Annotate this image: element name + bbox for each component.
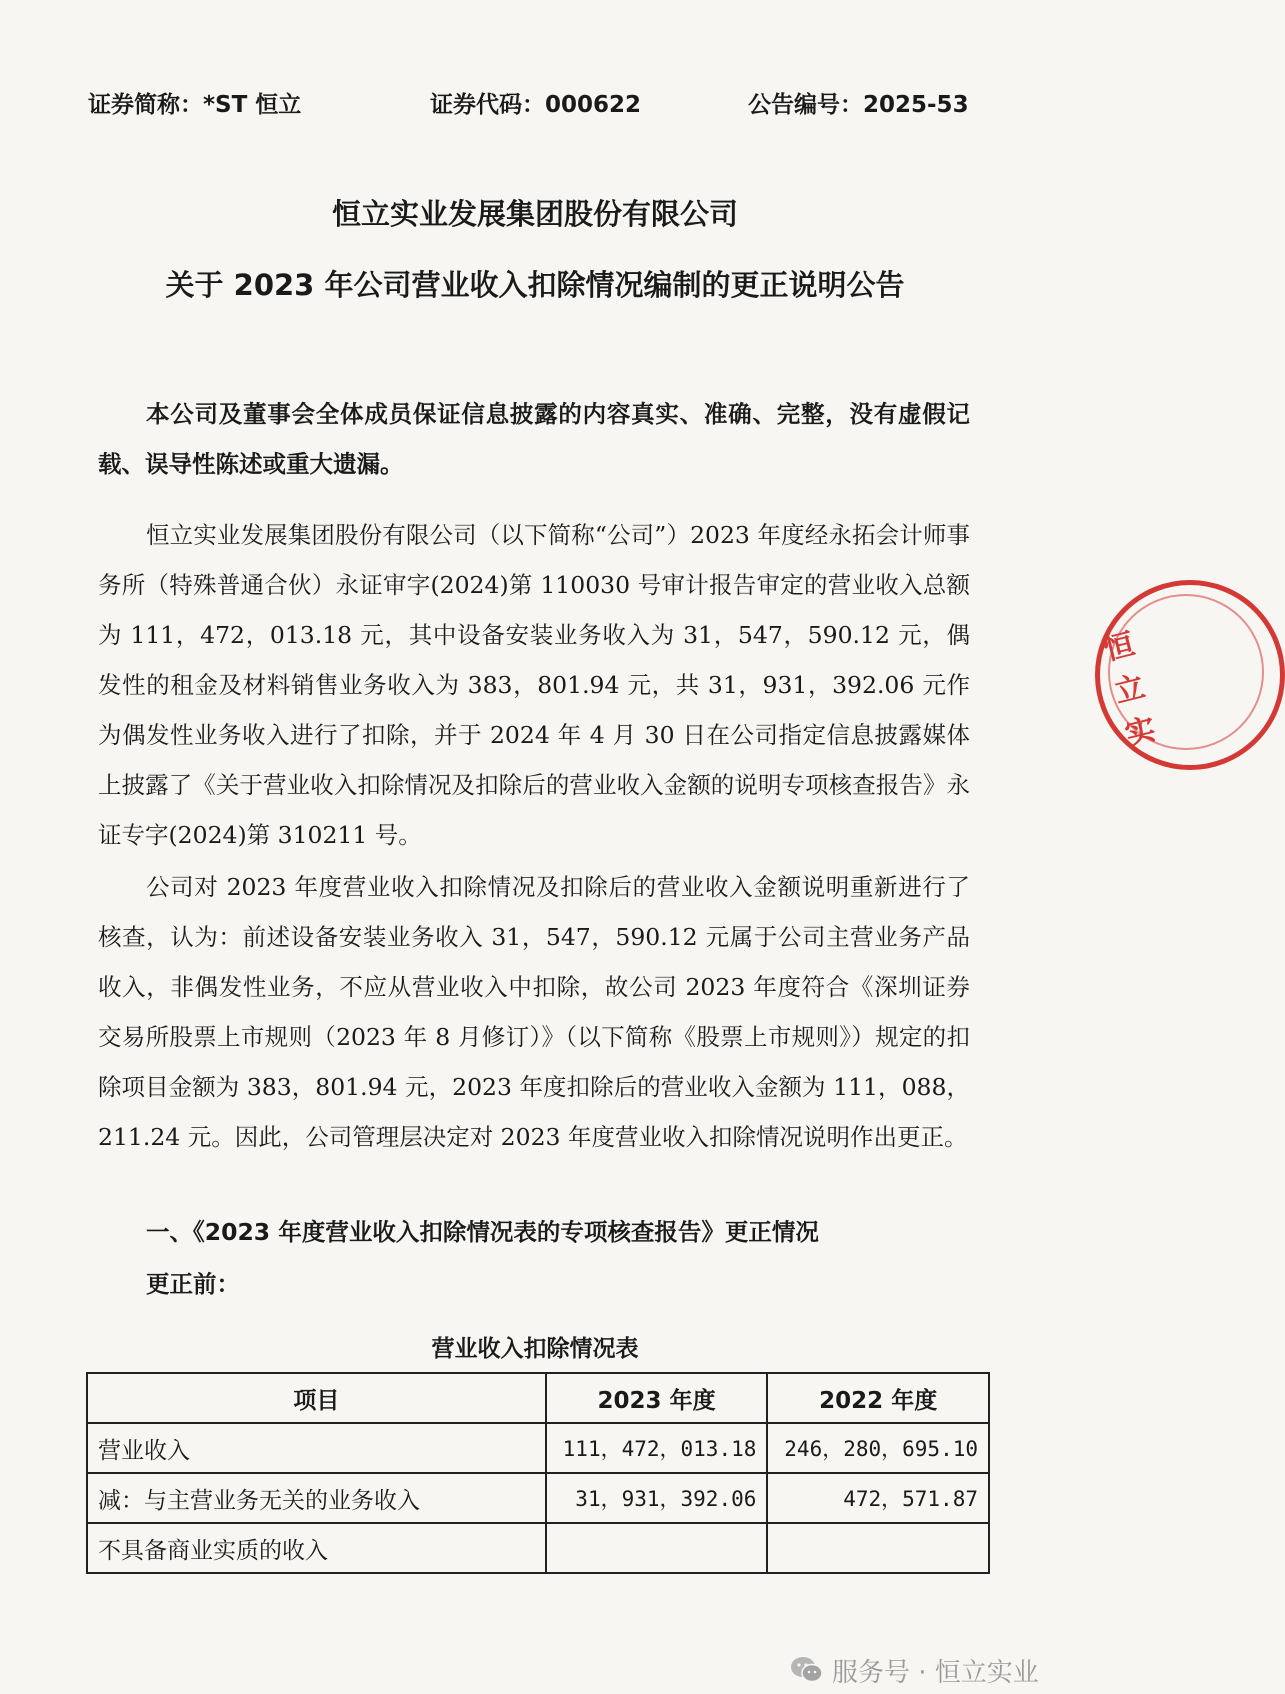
- security-short-name: 证券简称：*ST 恒立: [88, 92, 302, 118]
- value-2023: 111，472，013.18: [546, 1423, 768, 1473]
- footer-account-label: 服务号 · 恒立实业: [832, 1657, 1039, 1688]
- table-header-row: [87, 1373, 989, 1423]
- footer-watermark: [790, 1650, 1039, 1690]
- paragraph-background: 恒立实业发展集团股份有限公司（以下简称“公司”）2023 年度经永拓会计师事务所（特殊普通合伙）永证审字(2024)第 110030 号审计报告审定的营业收入总额为 111，472，013.18 元，其中设备安装业务收入为 31，547，590.12 元，偶发性的租金及材料销售业务收入为 383，801.94 元，共 31，931，392.06 元作为偶发性业务收入进行了扣除，并于 2024 年 4 月 30 日在公司指定信息披露媒体上披露了《关于营业收入扣除情况及扣除后的营业收入金额的说明专项核查报告》永证专字(2024)第 310211 号。: [98, 521, 970, 849]
- board-statement: 本公司及董事会全体成员保证信息披露的内容真实、准确、完整，没有虚假记载、误导性陈述或重大遗漏。: [98, 400, 970, 478]
- table-row: [87, 1473, 989, 1523]
- header-item: 项目: [87, 1373, 546, 1423]
- notice-number: 公告编号：2025-53: [748, 92, 969, 118]
- value-2023: [546, 1523, 768, 1573]
- row-label: 营业收入: [87, 1423, 546, 1473]
- row-label: 减：与主营业务无关的业务收入: [87, 1473, 546, 1523]
- row-label: 不具备商业实质的收入: [87, 1523, 546, 1573]
- section-heading: 一、《2023 年度营业收入扣除情况表的专项核查报告》更正情况: [146, 1218, 819, 1246]
- paragraph-correction-reason: 公司对 2023 年度营业收入扣除情况及扣除后的营业收入金额说明重新进行了核查，认为：前述设备安装业务收入 31，547，590.12 元属于公司主营业务产品收入，非偶发性业务，不应从营业收入中扣除，故公司 2023 年度符合《深圳证券交易所股票上市规则（2023 年 8 月修订）》（以下简称《股票上市规则》）规定的扣除项目金额为 383，801.94 元，2023 年度扣除后的营业收入金额为 111，088，211.24 元。因此，公司管理层决定对 2023 年度营业收入扣除情况说明作出更正。: [98, 873, 970, 1151]
- table-caption: 营业收入扣除情况表: [431, 1336, 639, 1362]
- table-row: [87, 1523, 989, 1573]
- value-2022: 246，280，695.10: [767, 1423, 989, 1473]
- before-correction-label: 更正前：: [146, 1270, 240, 1298]
- security-code: 证券代码：000622: [430, 92, 642, 118]
- wechat-icon: [790, 1655, 824, 1685]
- header-2022: 2022 年度: [767, 1373, 989, 1423]
- value-2022: 472，571.87: [767, 1473, 989, 1523]
- revenue-deduction-table: [86, 1372, 990, 1574]
- document-header: [88, 86, 968, 122]
- value-2023: 31，931，392.06: [546, 1473, 768, 1523]
- table-row: [87, 1423, 989, 1473]
- company-seal-text: 恒立实: [1100, 626, 1160, 754]
- company-title: 恒立实业发展集团股份有限公司: [331, 197, 738, 231]
- value-2022: [767, 1523, 989, 1573]
- header-2023: 2023 年度: [546, 1373, 768, 1423]
- notice-title: 关于 2023 年公司营业收入扣除情况编制的更正说明公告: [165, 268, 905, 302]
